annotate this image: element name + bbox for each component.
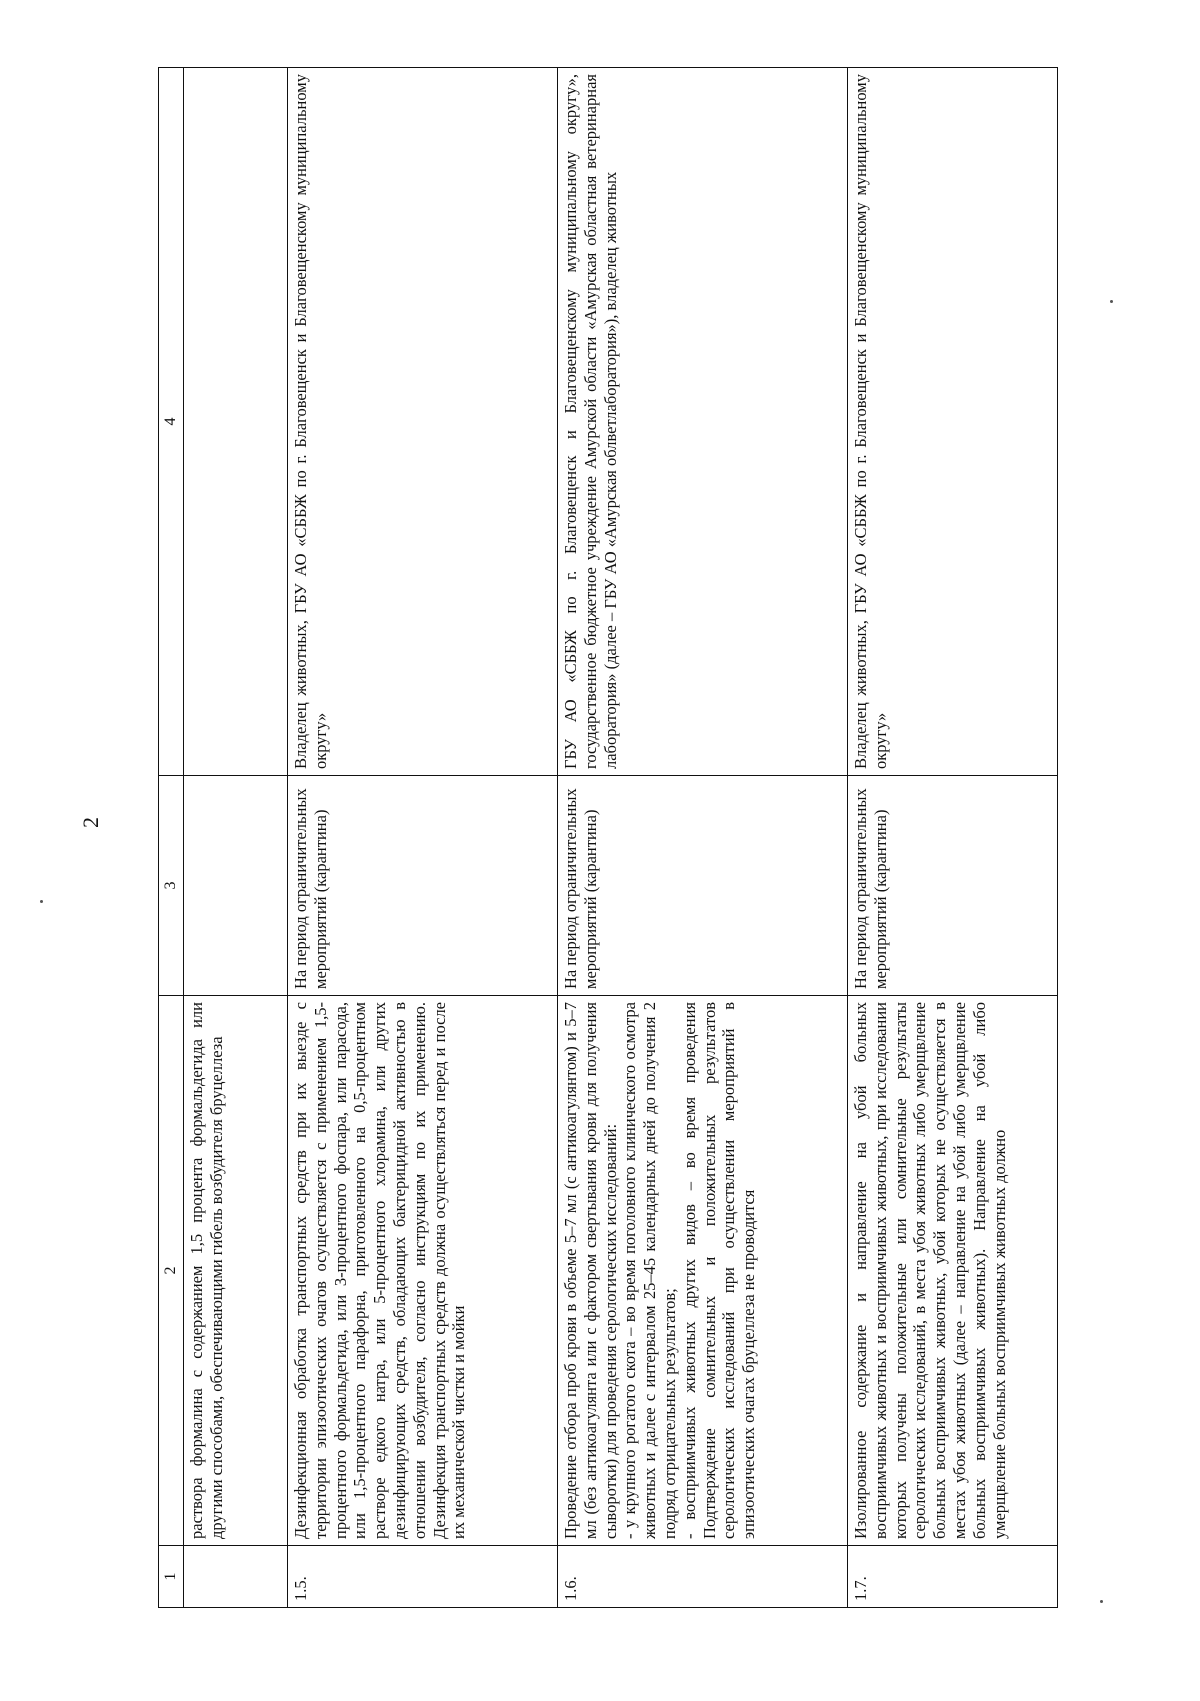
period-text: На период ограничительных мероприятий (карантина): [558, 776, 848, 996]
period-text: На период ограничительных мероприятий (карантина): [288, 776, 558, 996]
measures-table: [158, 67, 1058, 1608]
responsible-text: Владелец животных, ГБУ АО «СББЖ по г. Благовещенск и Благовещенскому муниципальному округу»: [848, 68, 1058, 776]
row-number: 1.7.: [848, 1546, 1058, 1608]
header-col-3: 3: [159, 776, 184, 996]
scan-speck: [40, 900, 43, 903]
rotated-table-container: [158, 68, 1058, 1608]
measure-text: Дезинфекционная обработка транспортных средств при их выезде с территории эпизоотических очагов осуществляется с применением 1,5-процентного формальдегида, или 3-процентного фоспара, или парасода, или 1,5-процентного парафорна, приготовленного на 0,5-процентном растворе едкого натра, или 5-процентного хлорамина, или других дезинфицирующих средств, обладающих бактерицидной активностью в отношении возбудителя, согласно инструкциям по их применению. Дезинфекция транспортных средств должна осуществляться перед и после их механической чистки и мойки: [288, 996, 558, 1546]
page-number: 2: [78, 817, 103, 828]
responsible-text: ГБУ АО «СББЖ по г. Благовещенск и Благовещенскому муниципальному округу», государственное бюджетное учреждение Амурской области «Амурская областная ветеринарная лаборатория» (далее – ГБУ АО «Амурская облветлаборатория»), владелец животных: [558, 68, 848, 776]
measure-text: раствора формалина с содержанием 1,5 процента формальдегида или другими способами, обеспечивающими гибель возбудителя бруцеллеза: [184, 996, 288, 1546]
measure-text: Изолированное содержание и направление на убой больных восприимчивых животных и восприимчивых животных, при исследовании которых получены положительные или сомнительные результаты серологических исследований, в места убоя животных либо умерщвление больных восприимчивых животных, убой которых не осуществляется в местах убоя животных (далее – направление на убой либо умерщвление больных восприимчивых животных). Направление на убой либо умерщвление больных восприимчивых животных должно: [848, 996, 1058, 1546]
responsible-text: [184, 68, 288, 776]
header-col-1: 1: [159, 1546, 184, 1608]
table-row: [184, 68, 288, 1608]
row-number: [184, 1546, 288, 1608]
table-row: [848, 68, 1058, 1608]
table-row: [558, 68, 848, 1608]
scan-speck: [1100, 1600, 1103, 1603]
period-text: [184, 776, 288, 996]
responsible-text: Владелец животных, ГБУ АО «СББЖ по г. Благовещенск и Благовещенскому муниципальному округу»: [288, 68, 558, 776]
row-number: 1.6.: [558, 1546, 848, 1608]
table-row: [288, 68, 558, 1608]
measure-text: Проведение отбора проб крови в объеме 5–7 мл (с антикоагулянтом) и 5–7 мл (без антикоагулянта или с фактором свертывания крови для получения сыворотки) для проведения серологических исследований: - у крупного рогатого скота – во время поголовного клинического осмотра животных и далее с интервалом 25–45 календарных дней до получения 2 подряд отрицательных результатов; - восприимчивых животных других видов – во время проведения Подтверждение сомнительных и положительных результатов серологических исследований при осуществлении мероприятий в эпизоотических очагах бруцеллеза не проводится: [558, 996, 848, 1546]
header-col-2: 2: [159, 996, 184, 1546]
period-text: На период ограничительных мероприятий (карантина): [848, 776, 1058, 996]
scan-speck: [1110, 300, 1113, 303]
header-col-4: 4: [159, 68, 184, 776]
table-header-row: [159, 68, 184, 1608]
row-number: 1.5.: [288, 1546, 558, 1608]
